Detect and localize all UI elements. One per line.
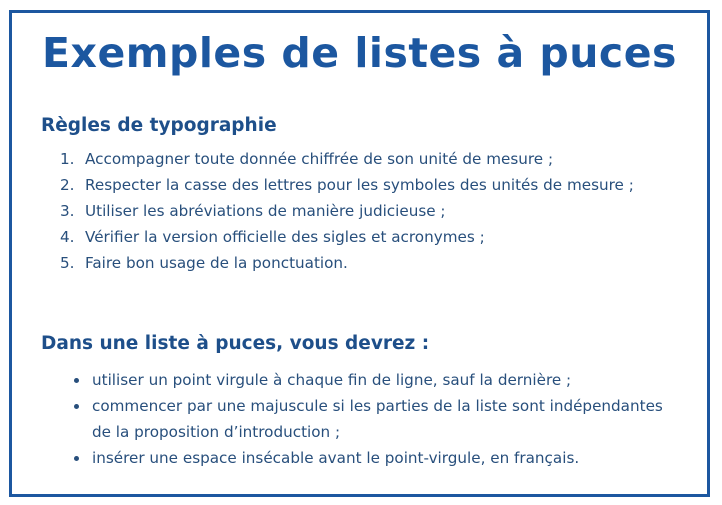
list-number: 5. [60,254,75,272]
bullet-icon [74,404,79,409]
list-item [60,172,660,198]
list-item [72,367,672,393]
list-number: 2. [60,176,75,194]
list-item [60,250,660,276]
section-heading-bullet-list-rules: Dans une liste à puces, vous devrez : [41,333,430,354]
numbered-list [60,146,660,276]
list-number: 4. [60,228,75,246]
list-item-text: Accompagner toute donnée chiffrée de son unité de mesure ; [85,150,554,168]
list-item-text: Utiliser les abréviations de manière judicieuse ; [85,202,446,220]
list-item-text: utiliser un point virgule à chaque fin de ligne, sauf la dernière ; [92,371,572,389]
list-item [60,198,660,224]
list-item [60,146,660,172]
bullet-icon [74,456,79,461]
list-item-text: insérer une espace insécable avant le point-virgule, en français. [92,449,580,467]
list-number: 3. [60,202,75,220]
list-item-text: Faire bon usage de la ponctuation. [85,254,348,272]
list-item [72,393,672,445]
list-number: 1. [60,150,75,168]
section-heading-typography-rules: Règles de typographie [41,115,277,136]
page-title: Exemples de listes à puces [42,29,677,77]
document-frame [9,10,710,497]
list-item-text: commencer par une majuscule si les parties de la liste sont indépendantes de la proposition d’introduction ; [92,397,663,441]
bulleted-list [72,367,672,471]
list-item-text: Respecter la casse des lettres pour les symboles des unités de mesure ; [85,176,634,194]
list-item [72,445,672,471]
list-item-text: Vérifier la version officielle des sigles et acronymes ; [85,228,485,246]
bullet-icon [74,378,79,383]
list-item [60,224,660,250]
